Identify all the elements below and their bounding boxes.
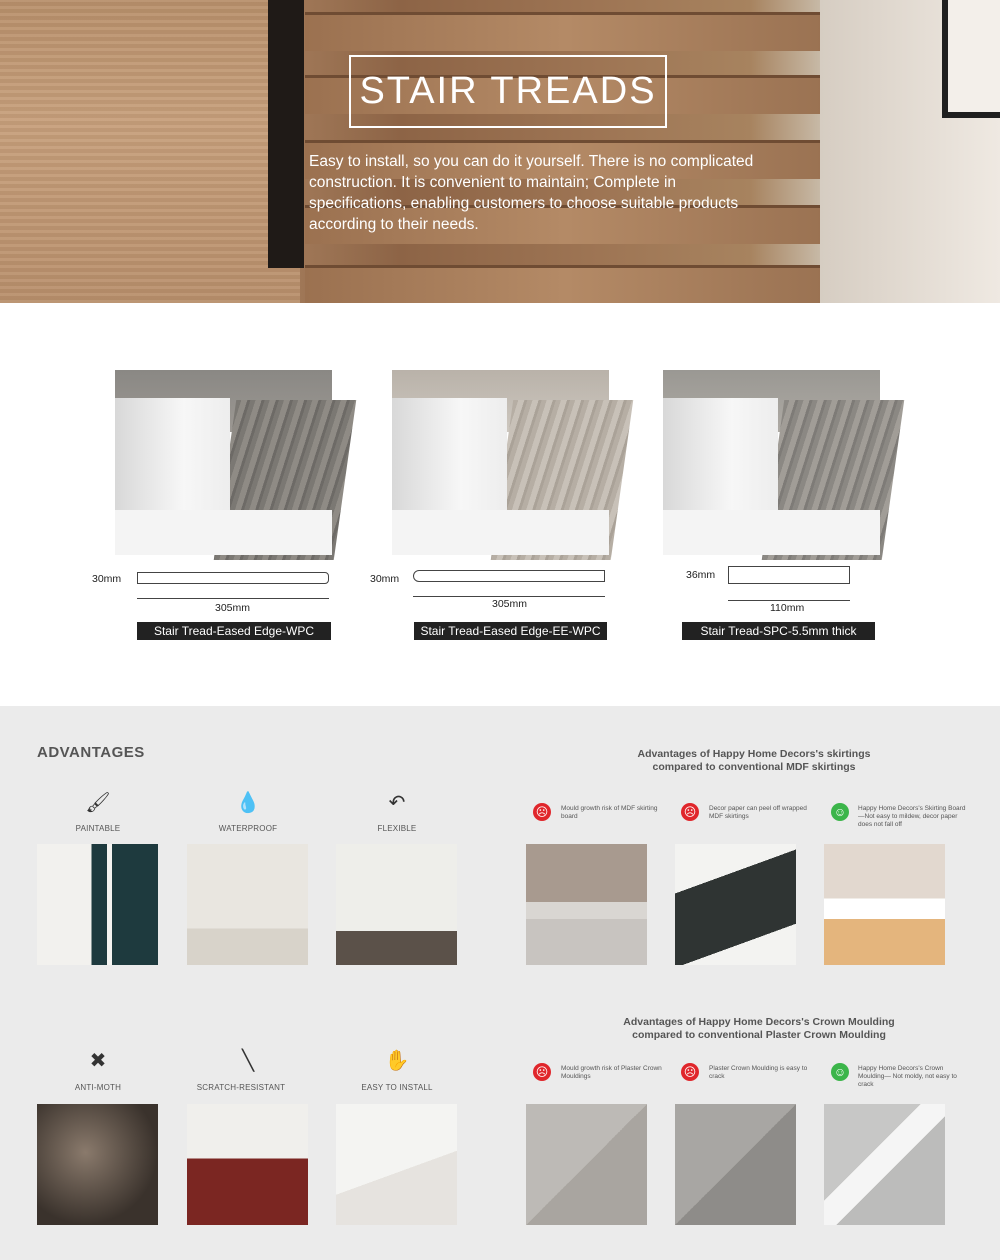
product-height-label: 36mm: [686, 569, 716, 581]
sad-face-icon: ☹: [681, 803, 699, 821]
anti-moth-photo: [37, 1104, 158, 1225]
dimension-line: [728, 600, 850, 601]
plaster-mould-photo: [526, 1104, 647, 1225]
mdf-peel-photo: [675, 844, 796, 965]
hero-title-box: [349, 55, 667, 128]
comparison-text: Happy Home Decors's Skirting Board—Not easy to mildew, decor paper does not fall off: [858, 805, 966, 828]
hero-description: Easy to install, so you can do it yourself. There is no complicated construction. It is convenient to maintain; Complete in specifications, enabling customers to choose suitable products according to their needs.: [309, 153, 754, 233]
feature-label: SCRATCH-RESISTANT: [196, 1083, 286, 1092]
anti-moth-icon: ✖: [89, 1050, 107, 1072]
feature-label: PAINTABLE: [75, 824, 121, 833]
waterproof-photo: [187, 844, 308, 965]
hero-stair-step: [305, 265, 825, 303]
crown-comparison-title: Advantages of Happy Home Decors's Crown Moulding compared to conventional Plaster Crown Moulding: [623, 1016, 895, 1041]
hero-picture-frame: [942, 0, 1000, 118]
comparison-text: Decor paper can peel off wrapped MDF skirtings: [709, 805, 807, 820]
mdf-mould-photo: [526, 844, 647, 965]
product-width-label: 110mm: [770, 602, 805, 614]
product-width-label: 305mm: [492, 598, 528, 610]
hhd-crown-photo: [824, 1104, 945, 1225]
comparison-text: Plaster Crown Moulding is easy to crack: [709, 1065, 808, 1080]
scratch-resistant-photo: [187, 1104, 308, 1225]
feature-label: EASY TO INSTALL: [361, 1083, 433, 1092]
hhd-skirting-photo: [824, 844, 945, 965]
sad-face-icon: ☹: [533, 803, 551, 821]
scratch-icon: ╲: [241, 1050, 255, 1072]
feature-label: FLEXIBLE: [377, 824, 417, 833]
product-photo: [392, 370, 609, 552]
product-width-label: 305mm: [215, 602, 251, 614]
flexible-photo: [336, 844, 457, 965]
product-photo: [663, 370, 880, 552]
hero-title: STAIR TREADS: [359, 70, 657, 112]
product-height-label: 30mm: [370, 573, 400, 585]
easy-install-photo: [336, 1104, 457, 1225]
comparison-text: Mould growth risk of MDF skirting board: [561, 805, 658, 820]
advantages-title: ADVANTAGES: [37, 744, 145, 761]
comparison-text: Happy Home Decors's Crown Moulding— Not moldy, not easy to crack: [858, 1065, 957, 1088]
paintable-photo: [37, 844, 158, 965]
plaster-crack-photo: [675, 1104, 796, 1225]
hero-floor-image: [0, 0, 300, 303]
paint-brush-icon: 🖌: [85, 792, 111, 814]
feature-label: ANTI-MOTH: [74, 1083, 122, 1092]
dimension-line: [137, 598, 329, 599]
happy-face-icon: ☺: [831, 803, 849, 821]
product-profile-drawing: [413, 570, 605, 582]
sad-face-icon: ☹: [681, 1063, 699, 1081]
comparison-text: Mould growth risk of Plaster Crown Mouldings: [561, 1065, 662, 1080]
feature-label: WATERPROOF: [218, 824, 278, 833]
hero-banner: [0, 0, 1000, 303]
product-photo: [115, 370, 332, 552]
happy-face-icon: ☺: [831, 1063, 849, 1081]
hero-stair-post: [268, 0, 304, 268]
sad-face-icon: ☹: [533, 1063, 551, 1081]
dimension-line: [413, 596, 605, 597]
product-profile-drawing: [137, 572, 329, 584]
product-caption: Stair Tread-Eased Edge-EE-WPC: [414, 622, 607, 640]
product-height-label: 30mm: [92, 573, 122, 585]
hero-stair-step: [305, 12, 825, 51]
product-caption: Stair Tread-SPC-5.5mm thick: [682, 622, 875, 640]
skirting-comparison-title: Advantages of Happy Home Decors's skirtings compared to conventional MDF skirtings: [637, 748, 871, 773]
water-drop-icon: 💧: [235, 792, 261, 814]
product-profile-drawing: [728, 566, 850, 584]
install-icon: ✋: [384, 1050, 410, 1072]
flex-arrows-icon: ↶: [388, 792, 406, 814]
product-caption: Stair Tread-Eased Edge-WPC: [137, 622, 331, 640]
